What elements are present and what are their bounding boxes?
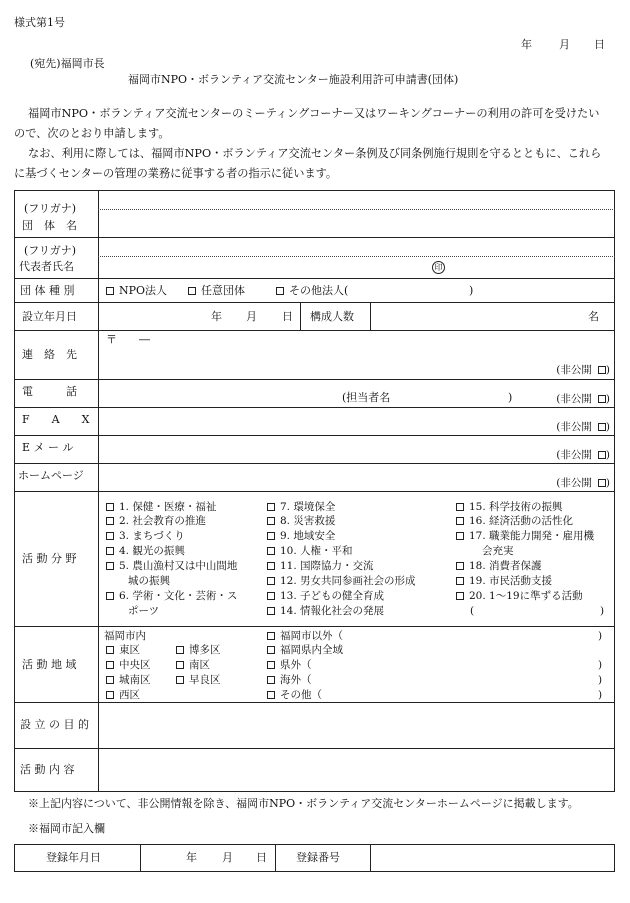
reg-number-input[interactable] (371, 845, 614, 871)
activity-option[interactable]: 10. 人権・平和 (267, 544, 353, 558)
ward-option[interactable]: 西区 (106, 688, 140, 702)
form-number: 様式第1号 (14, 16, 65, 29)
checkbox-icon[interactable] (267, 646, 275, 654)
contact-label: 連 絡 先 (22, 348, 77, 361)
checkbox-icon[interactable] (267, 532, 275, 540)
checkbox-icon[interactable] (456, 577, 464, 585)
checkbox-icon[interactable] (106, 646, 114, 654)
homepage-input[interactable] (99, 464, 519, 490)
checkbox-icon[interactable] (456, 503, 464, 511)
activity-option[interactable]: 17. 職業能力開発・雇用機 (456, 529, 594, 543)
checkbox-icon[interactable] (267, 661, 275, 669)
ward-option[interactable]: 博多区 (176, 643, 221, 657)
homepage-nonpublic[interactable]: (非公開 ) (556, 477, 610, 489)
intro-p2-line2: に基づくセンターの管理の業務に従事する者の指示に従います。 (14, 167, 338, 180)
checkbox-icon[interactable] (456, 562, 464, 570)
group-type-label: 団 体 種 別 (20, 284, 75, 297)
activity-option[interactable]: 19. 市民活動支援 (456, 574, 552, 588)
intro-p1-line1: 福岡市NPO・ボランティア交流センターのミーティングコーナー又はワーキングコーナーの利用の許可を受けたい (28, 107, 600, 120)
activity-option[interactable]: 18. 消費者保護 (456, 559, 542, 573)
checkbox-icon[interactable] (106, 547, 114, 555)
phone-nonpublic[interactable]: (非公開 ) (556, 393, 610, 405)
person-in-charge-label: (担当者名 (342, 391, 391, 404)
activity-option[interactable]: 20. 1～19に準ずる活動 (456, 589, 583, 603)
checkbox-icon[interactable] (456, 517, 464, 525)
email-input[interactable] (99, 436, 519, 462)
checkbox-icon[interactable] (106, 532, 114, 540)
founded-input[interactable] (99, 303, 299, 329)
rep-name-label: 代表者氏名 (19, 260, 74, 273)
phone-label: 電 話 (22, 385, 77, 398)
checkbox-icon[interactable] (106, 676, 114, 684)
activity-option[interactable]: 12. 男女共同参画社会の形成 (267, 574, 416, 588)
activity-option-cont: 会充実 (482, 545, 514, 557)
checkbox-icon[interactable] (598, 423, 606, 431)
area-outside-option[interactable]: 県外（ (267, 658, 312, 672)
rep-name-input[interactable] (99, 258, 419, 277)
area-label: 活 動 地 域 (22, 658, 77, 671)
checkbox-icon[interactable] (106, 661, 114, 669)
content-input[interactable] (99, 749, 614, 791)
date-year: 年 (521, 38, 532, 51)
activity-option[interactable]: 4. 観光の振興 (106, 544, 185, 558)
checkbox-icon[interactable] (456, 592, 464, 600)
area-in-city: 福岡市内 (104, 630, 146, 642)
intro-p1-line2: ので、次のとおり申請します。 (14, 127, 170, 140)
activity-option[interactable]: 7. 環境保全 (267, 500, 335, 514)
founded-year: 年 (211, 310, 222, 323)
paren-close: ) (598, 674, 603, 686)
activity-option[interactable]: 13. 子どもの健全育成 (267, 589, 384, 603)
activity-option[interactable]: 2. 社会教育の推進 (106, 514, 206, 528)
activity-option[interactable]: 5. 農山漁村又は中山間地 (106, 559, 237, 573)
office-use-heading: ※福岡市記入欄 (28, 822, 105, 835)
paren-close: ) (598, 659, 603, 671)
activity-other-input[interactable] (484, 602, 594, 618)
type-option-npo[interactable]: NPO法人 (106, 284, 167, 298)
rep-furigana-label: (フリガナ) (24, 244, 77, 257)
checkbox-icon[interactable] (267, 607, 275, 615)
fax-label: F A X (22, 413, 90, 426)
checkbox-icon[interactable] (598, 479, 606, 487)
activity-option[interactable]: 11. 国際協力・交流 (267, 559, 374, 573)
type-other-close: ) (469, 284, 474, 297)
activity-option[interactable]: 6. 学術・文化・芸術・ス (106, 589, 237, 603)
activity-option[interactable]: 15. 科学技術の振興 (456, 500, 563, 514)
activity-option[interactable]: 14. 情報化社会の発展 (267, 604, 384, 618)
founded-month: 月 (246, 310, 257, 323)
checkbox-icon[interactable] (598, 395, 606, 403)
activity-option[interactable]: 1. 保健・医療・福祉 (106, 500, 216, 514)
activity-other-open: ( (470, 605, 475, 617)
email-nonpublic[interactable]: (非公開 ) (556, 449, 610, 461)
checkbox-icon[interactable] (176, 661, 184, 669)
person-in-charge-close: ) (508, 391, 513, 404)
email-label: E メ ー ル (22, 441, 74, 454)
postal-code: 〒 ― (106, 333, 150, 346)
checkbox-icon[interactable] (106, 517, 114, 525)
checkbox-icon[interactable] (267, 547, 275, 555)
checkbox-icon[interactable] (188, 287, 196, 295)
activity-option[interactable]: 3. まちづくり (106, 529, 185, 543)
checkbox-icon[interactable] (267, 632, 275, 640)
intro-p2-line1: なお、利用に際しては、福岡市NPO・ボランティア交流センター条例及び同条例施行規則を守るとともに、これら (28, 147, 602, 160)
checkbox-icon[interactable] (106, 503, 114, 511)
group-name-input[interactable] (99, 211, 614, 236)
purpose-input[interactable] (99, 703, 614, 747)
ward-option[interactable]: 南区 (176, 658, 210, 672)
activity-label: 活 動 分 野 (22, 552, 77, 565)
date-day: 日 (594, 38, 605, 51)
checkbox-icon[interactable] (106, 287, 114, 295)
activity-option[interactable]: 8. 災害救援 (267, 514, 335, 528)
area-outside-option[interactable]: 海外（ (267, 673, 312, 687)
checkbox-icon[interactable] (598, 366, 606, 374)
date-month: 月 (559, 38, 570, 51)
checkbox-icon[interactable] (267, 562, 275, 570)
fax-input[interactable] (99, 408, 519, 434)
contact-address-input[interactable] (99, 331, 519, 378)
paren-close: ) (598, 689, 603, 701)
form-title: 福岡市NPO・ボランティア交流センター施設利用許可申請書(団体) (128, 73, 459, 86)
type-option-other[interactable]: その他法人( (276, 284, 348, 298)
purpose-label: 設 立 の 目 的 (20, 718, 89, 731)
reg-month: 月 (222, 851, 233, 864)
checkbox-icon[interactable] (106, 592, 114, 600)
group-name-furigana-label: (フリガナ) (24, 202, 77, 215)
fax-nonpublic[interactable]: (非公開 ) (556, 421, 610, 433)
checkbox-icon[interactable] (267, 503, 275, 511)
checkbox-icon[interactable] (276, 287, 284, 295)
activity-option-cont: ポーツ (128, 605, 160, 617)
area-outside-option[interactable]: 福岡県内全域 (267, 643, 343, 657)
person-in-charge-input[interactable] (400, 380, 505, 406)
group-name-furigana-input[interactable] (99, 191, 614, 208)
seal-mark-icon: 印 (432, 261, 445, 274)
group-name-label: 団 体 名 (22, 219, 77, 232)
contact-nonpublic[interactable]: (非公開 ) (556, 364, 610, 376)
checkbox-icon[interactable] (106, 562, 114, 570)
area-outside-option[interactable]: 福岡市以外（ (267, 629, 343, 643)
rep-furigana-input[interactable] (99, 238, 614, 255)
area-outside-option[interactable]: その他（ (267, 688, 322, 702)
checkbox-icon[interactable] (598, 451, 606, 459)
activity-other-close: ) (600, 605, 605, 617)
checkbox-icon[interactable] (456, 532, 464, 540)
type-option-voluntary[interactable]: 任意団体 (188, 284, 245, 298)
reg-day: 日 (256, 851, 267, 864)
checkbox-icon[interactable] (106, 691, 114, 699)
checkbox-icon[interactable] (176, 646, 184, 654)
checkbox-icon[interactable] (267, 592, 275, 600)
addressee: (宛先)福岡市長 (30, 57, 105, 70)
content-label: 活 動 内 容 (20, 763, 75, 776)
ward-option[interactable]: 早良区 (176, 673, 221, 687)
checkbox-icon[interactable] (267, 577, 275, 585)
checkbox-icon[interactable] (176, 676, 184, 684)
activity-option[interactable]: 16. 経済活動の活性化 (456, 514, 573, 528)
paren-close: ) (598, 630, 603, 642)
members-unit: 名 (588, 310, 599, 323)
phone-input[interactable] (99, 380, 339, 406)
checkbox-icon[interactable] (267, 517, 275, 525)
founded-day: 日 (282, 310, 293, 323)
reg-number-label: 登録番号 (296, 851, 340, 864)
founded-label: 設立年月日 (22, 310, 77, 323)
reg-year: 年 (186, 851, 197, 864)
checkbox-icon[interactable] (267, 691, 275, 699)
checkbox-icon[interactable] (267, 676, 275, 684)
members-input[interactable] (371, 303, 614, 329)
ward-option[interactable]: 城南区 (106, 673, 151, 687)
activity-option-cont: 城の振興 (128, 575, 170, 587)
publication-note: ※上記内容について、非公開情報を除き、福岡市NPO・ボランティア交流センターホームページに掲載します。 (28, 797, 579, 810)
homepage-label: ホームページ (18, 469, 84, 482)
ward-option[interactable]: 東区 (106, 643, 140, 657)
reg-date-label: 登録年月日 (46, 851, 101, 864)
members-label: 構成人数 (310, 310, 354, 323)
activity-option[interactable]: 9. 地域安全 (267, 529, 335, 543)
ward-option[interactable]: 中央区 (106, 658, 151, 672)
